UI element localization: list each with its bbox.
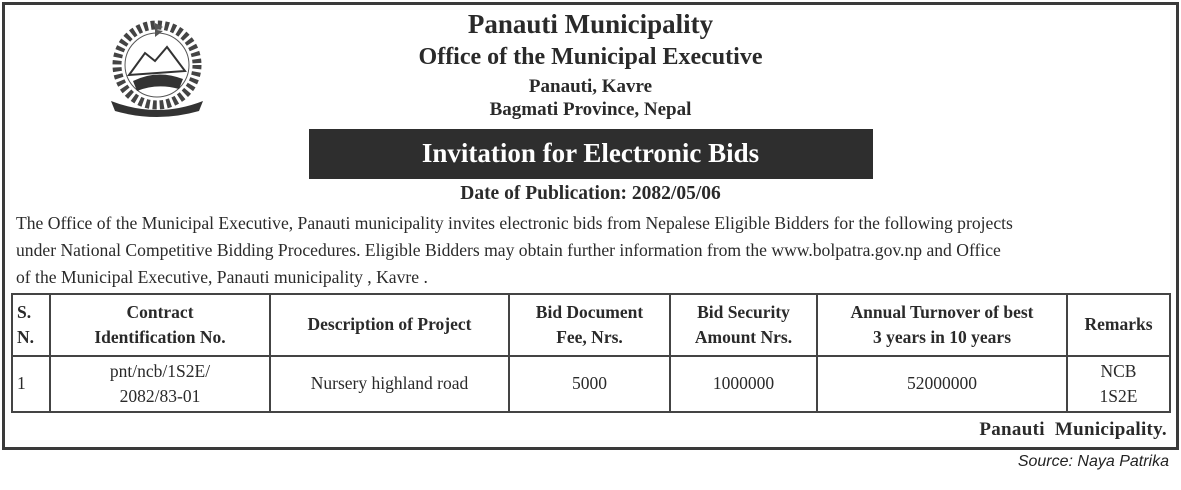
table-header-row	[12, 294, 1170, 356]
header-sn: S. N.	[12, 294, 50, 356]
cell-contract-id: pnt/ncb/1S2E/ 2082/83-01	[50, 356, 270, 412]
cell-doc-fee: 5000	[509, 356, 670, 412]
cell-description: Nursery highland road	[270, 356, 509, 412]
cell-sn: 1	[12, 356, 50, 412]
header-description: Description of Project	[270, 294, 509, 356]
cell-remarks: NCB 1S2E	[1067, 356, 1170, 412]
source-credit: Source: Naya Patrika	[1017, 452, 1169, 470]
office-name: Office of the Municipal Executive	[418, 44, 763, 71]
table-row	[12, 356, 1170, 412]
header-remarks: Remarks	[1067, 294, 1170, 356]
body-line: of the Municipal Executive, Panauti municipality , Kavre .	[16, 266, 428, 287]
publication-date: Date of Publication: 2082/05/06	[460, 183, 721, 205]
body-line: under National Competitive Bidding Procedures. Eligible Bidders may obtain further information from the www.bolpatra.gov.np and Office	[16, 239, 1001, 260]
header-bid-security: Bid Security Amount Nrs.	[670, 294, 817, 356]
org-name: Panauti Municipality	[467, 9, 714, 39]
notice-border	[2, 2, 1179, 450]
province: Bagmati Province, Nepal	[489, 99, 692, 121]
notice-body	[16, 210, 1167, 291]
location: Panauti, Kavre	[528, 75, 653, 97]
header-contract-id: Contract Identification No.	[50, 294, 270, 356]
header-turnover: Annual Turnover of best 3 years in 10 years	[817, 294, 1067, 356]
body-line: The Office of the Municipal Executive, Panauti municipality invites electronic bids from Nepalese Eligible Bidders for the following projects	[16, 212, 1013, 233]
notice-title: Invitation for Electronic Bids	[309, 129, 873, 179]
header-doc-fee: Bid Document Fee, Nrs.	[509, 294, 670, 356]
cell-bid-security: 1000000	[670, 356, 817, 412]
cell-turnover: 52000000	[817, 356, 1067, 412]
municipality-emblem-logo	[105, 19, 209, 117]
bids-table	[11, 293, 1171, 413]
signature: Panauti Municipality.	[979, 418, 1167, 440]
